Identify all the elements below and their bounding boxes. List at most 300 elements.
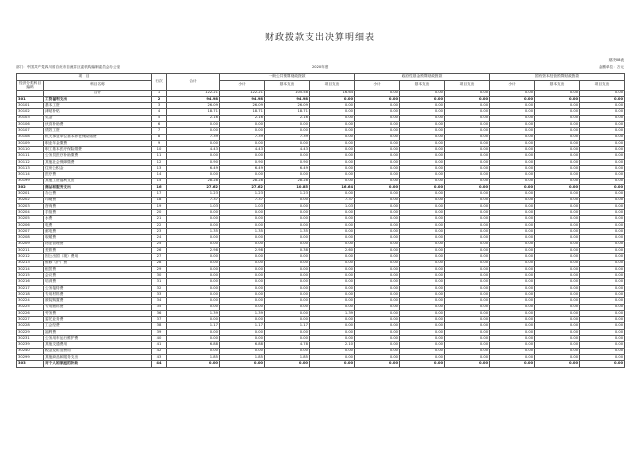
row-fund-project: 0.00 [445, 285, 490, 291]
row-line-no: 32 [152, 285, 167, 291]
row-fund-subtotal: 0.00 [355, 348, 400, 354]
row-general-basic: 4.43 [265, 147, 310, 153]
row-capital-subtotal: 0.00 [490, 153, 535, 159]
row-fund-subtotal: 0.00 [355, 134, 400, 140]
row-general-subtotal: 6.88 [220, 342, 265, 348]
row-total: 27.62 [167, 184, 220, 190]
row-general-subtotal: 26.09 [220, 103, 265, 109]
row-capital-subtotal: 0.00 [490, 178, 535, 184]
row-capital-project: 0.00 [580, 260, 625, 266]
row-code: 30299 [17, 354, 44, 360]
row-line-no: 41 [152, 342, 167, 348]
row-line-no: 25 [152, 241, 167, 247]
row-code: 30207 [17, 229, 44, 235]
row-general-project: 0.00 [310, 336, 355, 342]
row-fund-project: 0.00 [445, 147, 490, 153]
row-fund-basic: 0.00 [400, 153, 445, 159]
row-total: 6.88 [167, 342, 220, 348]
row-general-basic: 4.78 [265, 342, 310, 348]
amount-unit: 金额单位：万元 [598, 65, 624, 69]
row-code: 30227 [17, 317, 44, 323]
row-general-project: 1.03 [310, 203, 355, 209]
row-total: 122.21 [167, 90, 220, 96]
row-capital-project: 0.00 [580, 329, 625, 335]
row-general-basic: 0.38 [265, 247, 310, 253]
row-general-basic: 0.00 [265, 292, 310, 298]
row-capital-project: 0.00 [580, 323, 625, 329]
row-capital-project: 0.00 [580, 140, 625, 146]
row-subject-name: 会议费 [44, 273, 152, 279]
row-line-no: 24 [152, 235, 167, 241]
row-general-basic: 18.71 [265, 109, 310, 115]
row-capital-subtotal: 0.00 [490, 109, 535, 115]
row-fund-basic: 0.00 [400, 140, 445, 146]
row-fund-project: 0.00 [445, 292, 490, 298]
row-general-basic: 0.00 [265, 254, 310, 260]
row-general-project: 0.00 [310, 304, 355, 310]
row-fund-project: 0.00 [445, 279, 490, 285]
row-subject-name: 手续费 [44, 210, 152, 216]
row-fund-project: 0.00 [445, 336, 490, 342]
row-fund-project: 0.00 [445, 121, 490, 127]
row-capital-basic: 0.00 [535, 184, 580, 190]
row-subject-name: 委托业务费 [44, 317, 152, 323]
row-capital-subtotal: 0.00 [490, 172, 535, 178]
row-general-project: 0.00 [310, 222, 355, 228]
row-general-basic: 0.00 [265, 304, 310, 310]
row-line-no: 36 [152, 310, 167, 316]
row-code: 30228 [17, 323, 44, 329]
row-fund-subtotal: 0.00 [355, 203, 400, 209]
row-fund-basic: 0.00 [400, 273, 445, 279]
row-capital-project: 0.00 [580, 159, 625, 165]
row-fund-project: 0.00 [445, 247, 490, 253]
row-fund-project: 0.00 [445, 260, 490, 266]
row-code: 30226 [17, 310, 44, 316]
row-code: 30106 [17, 121, 44, 127]
row-code: 30214 [17, 266, 44, 272]
row-capital-basic: 0.00 [535, 203, 580, 209]
row-capital-subtotal: 0.00 [490, 323, 535, 329]
row-fund-project: 0.00 [445, 235, 490, 241]
row-fund-basic: 0.00 [400, 354, 445, 360]
row-general-subtotal: 0.90 [220, 159, 265, 165]
row-line-no: 9 [152, 140, 167, 146]
row-subject-name: 其他交通费用 [44, 342, 152, 348]
row-line-no: 44 [152, 361, 167, 367]
row-general-subtotal: 0.00 [220, 254, 265, 260]
row-code: 30205 [17, 216, 44, 222]
header-project-exp: 项目支出 [445, 81, 490, 91]
row-subject-name: 专用材料费 [44, 292, 152, 298]
row-general-subtotal: 0.00 [220, 329, 265, 335]
row-fund-subtotal: 0.00 [355, 197, 400, 203]
row-capital-subtotal: 0.00 [490, 260, 535, 266]
row-code: 30239 [17, 342, 44, 348]
row-fund-basic: 0.00 [400, 172, 445, 178]
row-fund-project: 0.00 [445, 210, 490, 216]
row-line-no: 4 [152, 109, 167, 115]
header-project: 项 目 [17, 74, 152, 81]
row-general-subtotal: 122.21 [220, 90, 265, 96]
row-total: 0.00 [167, 254, 220, 260]
header-subtotal: 小计 [220, 81, 265, 91]
row-capital-subtotal: 0.00 [490, 348, 535, 354]
row-total: 1.23 [167, 191, 220, 197]
row-general-subtotal: 0.00 [220, 304, 265, 310]
header-gov-fund: 政府性基金预算财政拨款 [355, 74, 490, 81]
row-fund-subtotal: 0.00 [355, 235, 400, 241]
row-capital-subtotal: 0.00 [490, 285, 535, 291]
row-general-project: 0.00 [310, 229, 355, 235]
row-general-basic: 7.39 [265, 134, 310, 140]
row-capital-project: 0.00 [580, 134, 625, 140]
row-capital-subtotal: 0.00 [490, 266, 535, 272]
row-fund-subtotal: 0.00 [355, 147, 400, 153]
row-capital-basic: 0.00 [535, 166, 580, 172]
row-fund-project: 0.00 [445, 109, 490, 115]
row-code: 30206 [17, 222, 44, 228]
row-capital-project: 0.00 [580, 184, 625, 190]
row-total: 0.00 [167, 348, 220, 354]
row-general-basic: 105.58 [265, 90, 310, 96]
header-line-no: 行次 [152, 74, 167, 91]
row-fund-subtotal: 0.00 [355, 260, 400, 266]
report-title: 财政拨款支出决算明细表 [264, 33, 375, 43]
row-general-basic: 0.00 [265, 140, 310, 146]
row-fund-project: 0.00 [445, 197, 490, 203]
row-code: 30213 [17, 260, 44, 266]
row-capital-basic: 0.00 [535, 222, 580, 228]
row-general-project: 0.00 [310, 115, 355, 121]
row-general-basic: 1.35 [265, 229, 310, 235]
row-capital-subtotal: 0.00 [490, 197, 535, 203]
row-general-subtotal: 1.39 [220, 310, 265, 316]
row-subject-name: 税金及附加费用 [44, 348, 152, 354]
row-subject-name: 邮电费 [44, 229, 152, 235]
row-general-project: 0.00 [310, 140, 355, 146]
row-code: 30114 [17, 172, 44, 178]
row-subject-name: 商品和服务支出 [44, 184, 152, 190]
row-code: 30204 [17, 210, 44, 216]
row-fund-project: 0.00 [445, 310, 490, 316]
row-subject-name: 公务用车运行维护费 [44, 336, 152, 342]
row-general-project: 0.00 [310, 298, 355, 304]
row-general-subtotal: 4.43 [220, 147, 265, 153]
row-total: 1.39 [167, 310, 220, 316]
row-fund-basic: 0.00 [400, 342, 445, 348]
row-line-no: 39 [152, 329, 167, 335]
row-general-project: 0.00 [310, 103, 355, 109]
row-code: 30203 [17, 203, 44, 209]
header-class-code: 经济分类科目编码 [17, 81, 44, 91]
header-project-exp: 项目支出 [310, 81, 355, 91]
row-code: 30208 [17, 235, 44, 241]
row-code: 30202 [17, 197, 44, 203]
row-subject-name: 被装购置费 [44, 298, 152, 304]
row-capital-basic: 0.00 [535, 147, 580, 153]
row-total: 0.00 [167, 279, 220, 285]
row-code: 30107 [17, 128, 44, 134]
row-line-no: 18 [152, 197, 167, 203]
row-capital-basic: 0.00 [535, 121, 580, 127]
row-capital-basic: 0.00 [535, 134, 580, 140]
header-basic: 基本支出 [400, 81, 445, 91]
row-general-subtotal: 1.85 [220, 354, 265, 360]
row-total: 0.00 [167, 292, 220, 298]
row-subject-name: 其他工资福利支出 [44, 178, 152, 184]
row-general-project: 0.00 [310, 279, 355, 285]
row-capital-subtotal: 0.00 [490, 229, 535, 235]
row-capital-basic: 0.00 [535, 317, 580, 323]
row-general-basic: 0.00 [265, 336, 310, 342]
row-fund-subtotal: 0.00 [355, 317, 400, 323]
row-general-project: 0.00 [310, 159, 355, 165]
row-general-subtotal: 0.00 [220, 121, 265, 127]
row-fund-subtotal: 0.00 [355, 273, 400, 279]
row-fund-project: 0.00 [445, 342, 490, 348]
row-code: 30101 [17, 103, 44, 109]
row-general-subtotal: 0.00 [220, 222, 265, 228]
row-general-subtotal: 6.49 [220, 166, 265, 172]
row-total: 4.43 [167, 147, 220, 153]
row-subject-name: 对个人和家庭的补助 [44, 361, 152, 367]
row-capital-project: 0.00 [580, 216, 625, 222]
row-fund-project: 0.00 [445, 354, 490, 360]
row-fund-basic: 0.00 [400, 184, 445, 190]
row-capital-project: 0.00 [580, 285, 625, 291]
row-capital-basic: 0.00 [535, 310, 580, 316]
row-general-project: 0.00 [310, 147, 355, 153]
row-capital-basic: 0.00 [535, 298, 580, 304]
row-line-no: 16 [152, 184, 167, 190]
row-subject-name: 奖金 [44, 115, 152, 121]
row-line-no: 40 [152, 336, 167, 342]
row-fund-project: 0.00 [445, 90, 490, 96]
header-project-exp: 项目支出 [580, 81, 625, 91]
header-basic: 基本支出 [265, 81, 310, 91]
row-line-no: 7 [152, 128, 167, 134]
row-subject-name: 办公费 [44, 191, 152, 197]
row-code: 30201 [17, 191, 44, 197]
row-fund-project: 0.00 [445, 317, 490, 323]
row-capital-project: 0.00 [580, 90, 625, 96]
row-general-basic: 0.00 [265, 260, 310, 266]
row-subject-name: 合计 [44, 90, 152, 96]
report-year: 2020年度 [312, 65, 329, 69]
row-general-subtotal: 0.00 [220, 336, 265, 342]
row-capital-subtotal: 0.00 [490, 279, 535, 285]
row-general-project: 0.00 [310, 216, 355, 222]
row-line-no: 11 [152, 153, 167, 159]
row-capital-subtotal: 0.00 [490, 216, 535, 222]
row-general-subtotal: 0.00 [220, 210, 265, 216]
row-general-basic: 0.00 [265, 216, 310, 222]
row-code: 30111 [17, 153, 44, 159]
row-capital-basic: 0.00 [535, 90, 580, 96]
row-fund-subtotal: 0.00 [355, 292, 400, 298]
row-capital-project: 0.00 [580, 342, 625, 348]
row-general-subtotal: 18.71 [220, 109, 265, 115]
row-subject-name: 医疗费 [44, 172, 152, 178]
row-capital-project: 0.00 [580, 241, 625, 247]
row-subject-name: 工会经费 [44, 323, 152, 329]
row-fund-project: 0.00 [445, 203, 490, 209]
row-fund-basic: 0.00 [400, 317, 445, 323]
row-total: 0.00 [167, 241, 220, 247]
row-fund-basic: 0.00 [400, 210, 445, 216]
row-subject-name: 培训费 [44, 279, 152, 285]
row-fund-project: 0.00 [445, 216, 490, 222]
row-general-project: 0.00 [310, 121, 355, 127]
row-line-no: 31 [152, 279, 167, 285]
row-fund-basic: 0.00 [400, 178, 445, 184]
row-general-subtotal: 7.37 [220, 197, 265, 203]
row-general-basic: 0.00 [265, 172, 310, 178]
row-fund-subtotal: 0.00 [355, 121, 400, 127]
row-fund-subtotal: 0.00 [355, 109, 400, 115]
row-code: 30240 [17, 348, 44, 354]
row-total: 0.00 [167, 210, 220, 216]
row-capital-basic: 0.00 [535, 247, 580, 253]
row-capital-basic: 0.00 [535, 254, 580, 260]
row-fund-basic: 0.00 [400, 128, 445, 134]
row-subject-name: 因公出国（境）费用 [44, 254, 152, 260]
row-fund-basic: 0.00 [400, 329, 445, 335]
row-subject-name: 公务接待费 [44, 285, 152, 291]
row-line-no: 30 [152, 273, 167, 279]
row-total: 0.00 [167, 317, 220, 323]
row-capital-project: 0.00 [580, 310, 625, 316]
row-general-project: 0.00 [310, 210, 355, 216]
row-capital-project: 0.00 [580, 298, 625, 304]
row-general-basic: 6.49 [265, 166, 310, 172]
row-capital-project: 0.00 [580, 279, 625, 285]
row-fund-basic: 0.00 [400, 336, 445, 342]
row-code: 30102 [17, 109, 44, 115]
row-capital-subtotal: 0.00 [490, 166, 535, 172]
row-total: 0.00 [167, 329, 220, 335]
header-state-capital: 国有资本经营预算财政拨款 [490, 74, 625, 81]
row-general-project: 0.00 [310, 134, 355, 140]
row-general-basic: 0.00 [265, 273, 310, 279]
row-capital-subtotal: 0.00 [490, 241, 535, 247]
row-code: 30211 [17, 247, 44, 253]
row-total: 2.16 [167, 115, 220, 121]
row-capital-project: 0.00 [580, 235, 625, 241]
row-fund-basic: 0.00 [400, 166, 445, 172]
row-general-project: 0.00 [310, 354, 355, 360]
row-line-no: 34 [152, 298, 167, 304]
row-general-project: 0.00 [310, 285, 355, 291]
row-fund-project: 0.00 [445, 166, 490, 172]
row-fund-basic: 0.00 [400, 285, 445, 291]
row-fund-subtotal: 0.00 [355, 298, 400, 304]
row-capital-basic: 0.00 [535, 279, 580, 285]
row-general-subtotal: 0.00 [220, 216, 265, 222]
row-capital-basic: 0.00 [535, 273, 580, 279]
row-capital-basic: 0.00 [535, 241, 580, 247]
row-capital-subtotal: 0.00 [490, 210, 535, 216]
form-code: 财决08表 [608, 58, 624, 62]
row-general-basic: 0.00 [265, 285, 310, 291]
row-capital-subtotal: 0.00 [490, 191, 535, 197]
row-general-subtotal: 1.35 [220, 229, 265, 235]
row-total: 2.98 [167, 247, 220, 253]
row-general-project: 0.00 [310, 348, 355, 354]
row-total: 1.03 [167, 203, 220, 209]
row-code: 30218 [17, 292, 44, 298]
row-fund-project: 0.00 [445, 103, 490, 109]
row-general-basic: 0.00 [265, 121, 310, 127]
row-capital-project: 0.00 [580, 153, 625, 159]
row-capital-project: 0.00 [580, 317, 625, 323]
row-capital-basic: 0.00 [535, 96, 580, 102]
table-row [17, 361, 625, 367]
row-line-no: 3 [152, 103, 167, 109]
row-fund-basic: 0.00 [400, 96, 445, 102]
row-total: 1.17 [167, 323, 220, 329]
row-general-subtotal: 0.00 [220, 317, 265, 323]
row-fund-basic: 0.00 [400, 109, 445, 115]
row-fund-basic: 0.00 [400, 298, 445, 304]
row-line-no: 13 [152, 166, 167, 172]
row-capital-subtotal: 0.00 [490, 310, 535, 316]
row-fund-basic: 0.00 [400, 304, 445, 310]
row-fund-subtotal: 0.00 [355, 178, 400, 184]
row-general-subtotal: 1.03 [220, 203, 265, 209]
row-fund-basic: 0.00 [400, 254, 445, 260]
row-total: 0.00 [167, 304, 220, 310]
row-total: 0.00 [167, 336, 220, 342]
row-capital-project: 0.00 [580, 354, 625, 360]
row-general-subtotal: 0.00 [220, 235, 265, 241]
row-capital-subtotal: 0.00 [490, 134, 535, 140]
row-capital-project: 0.00 [580, 222, 625, 228]
row-general-project: 0.00 [310, 235, 355, 241]
row-capital-subtotal: 0.00 [490, 103, 535, 109]
row-total: 0.00 [167, 172, 220, 178]
row-capital-project: 0.00 [580, 266, 625, 272]
row-capital-basic: 0.00 [535, 260, 580, 266]
row-capital-project: 0.00 [580, 172, 625, 178]
row-general-basic: 0.00 [265, 241, 310, 247]
row-fund-basic: 0.00 [400, 241, 445, 247]
row-fund-project: 0.00 [445, 298, 490, 304]
row-line-no: 20 [152, 210, 167, 216]
row-line-no: 10 [152, 147, 167, 153]
row-general-basic: 0.90 [265, 159, 310, 165]
row-general-basic: 1.17 [265, 323, 310, 329]
row-capital-basic: 0.00 [535, 178, 580, 184]
row-capital-subtotal: 0.00 [490, 121, 535, 127]
row-subject-name: 取暖费 [44, 235, 152, 241]
row-general-project: 0.00 [310, 260, 355, 266]
row-line-no: 43 [152, 354, 167, 360]
row-total: 0.00 [167, 222, 220, 228]
row-general-project: 16.64 [310, 90, 355, 96]
row-general-project: 0.00 [310, 128, 355, 134]
row-general-subtotal: 2.16 [220, 115, 265, 121]
row-fund-project: 0.00 [445, 229, 490, 235]
row-code: 302 [17, 184, 44, 190]
row-capital-project: 0.00 [580, 273, 625, 279]
row-fund-basic: 0.00 [400, 121, 445, 127]
row-capital-subtotal: 0.00 [490, 90, 535, 96]
row-code: 30112 [17, 159, 44, 165]
row-line-no: 37 [152, 317, 167, 323]
row-subject-name: 咨询费 [44, 203, 152, 209]
